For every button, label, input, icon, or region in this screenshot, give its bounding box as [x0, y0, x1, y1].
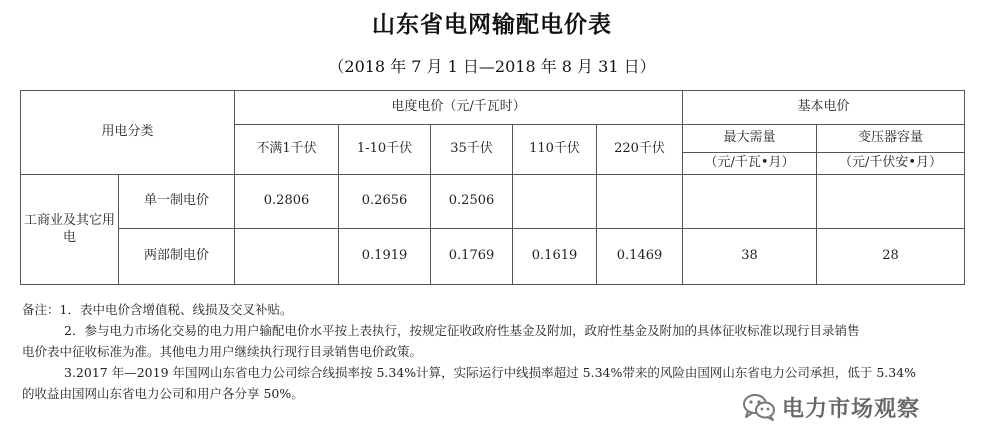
voltage-header: 35千伏 — [431, 125, 513, 175]
max-demand-cell: 38 — [683, 229, 817, 285]
notes-section — [22, 299, 962, 404]
note-line: 2．参与电力市场化交易的电力用户输配电价水平按上表执行，按规定征收政府性基金及附加，政府性基金及附加的具体征收标准以现行目录销售 — [64, 323, 860, 338]
price-cell: 0.2656 — [339, 175, 431, 229]
note-line: 的收益由国网山东省电力公司和用户各分享 50%。 — [22, 386, 304, 401]
max-demand-cell — [683, 175, 817, 229]
price-cell — [513, 175, 597, 229]
max-demand-unit: （元/千瓦•月） — [683, 153, 817, 175]
transformer-capacity-cell — [817, 175, 965, 229]
user-category-label: 工商业及其它用电 — [21, 175, 119, 285]
price-cell: 0.1469 — [597, 229, 683, 285]
voltage-header: 220千伏 — [597, 125, 683, 175]
note-line: 电价表中征收标准为准。其他电力用户继续执行现行目录销售电价政策。 — [22, 344, 423, 359]
voltage-header: 不满1千伏 — [235, 125, 339, 175]
price-type-label: 两部制电价 — [119, 229, 235, 285]
note-line: 3.2017 年—2019 年国网山东省电力公司综合线损率按 5.34%计算，实际运行中线损率超过 5.34%带来的风险由国网山东省电力公司承担，低于 5.34% — [64, 365, 917, 380]
voltage-header: 1-10千伏 — [339, 125, 431, 175]
max-demand-header: 最大需量 — [683, 125, 817, 153]
note-line: 备注：1．表中电价含增值税、线损及交叉补贴。 — [22, 302, 293, 317]
price-cell — [235, 229, 339, 285]
page-title: 山东省电网输配电价表 — [372, 12, 612, 38]
voltage-header: 110千伏 — [513, 125, 597, 175]
transformer-capacity-unit: （元/千伏安•月） — [817, 153, 965, 175]
table-row — [21, 175, 965, 229]
price-cell — [597, 175, 683, 229]
tariff-table — [20, 90, 965, 285]
watermark — [742, 392, 920, 422]
price-cell: 0.1919 — [339, 229, 431, 285]
transformer-capacity-cell: 28 — [817, 229, 965, 285]
transformer-capacity-header: 变压器容量 — [817, 125, 965, 153]
header-row-1 — [21, 91, 965, 125]
wechat-icon — [742, 393, 776, 421]
price-type-label: 单一制电价 — [119, 175, 235, 229]
price-cell: 0.1619 — [513, 229, 597, 285]
category-header: 用电分类 — [21, 91, 235, 175]
date-range: （2018 年 7 月 1 日—2018 年 8 月 31 日） — [328, 57, 656, 76]
energy-price-header: 电度电价（元/千瓦时） — [235, 91, 683, 125]
watermark-text: 电力市场观察 — [782, 396, 921, 422]
table-row — [21, 229, 965, 285]
price-cell: 0.2806 — [235, 175, 339, 229]
price-cell: 0.2506 — [431, 175, 513, 229]
price-cell: 0.1769 — [431, 229, 513, 285]
basic-price-header: 基本电价 — [683, 91, 965, 125]
